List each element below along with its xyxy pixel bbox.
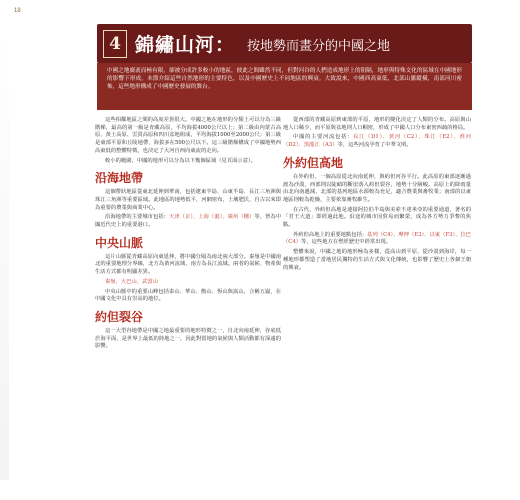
text: 等，這些河流孕育了中華文明。: [337, 142, 412, 149]
text: 中國的主要河流包括：: [293, 134, 354, 141]
paragraph: 這片山脈從青藏高原向東延伸，將中國分隔為南北兩大部分。秦嶺是中國南北的重要地理分界線，北方為黃河流域，南方為長江流域。兩者的氣候、物產與生活方式都有明顯差異。: [95, 253, 281, 276]
paragraph: 這一大型谷地帶是中國之地最重要的地形特徵之一，自北向南延伸，谷底低於海平面，是世界上最低的陸地之一，因此對當地的氣候與人類活動都有深遠的影響。: [95, 327, 281, 350]
highlight-text: 基列（C4）、摩押（E3）、以東（F3）、拉巴（C4）: [283, 231, 471, 246]
highlight-text: 天津（京）、上海（滬）、廣州（穗）: [169, 214, 255, 221]
chapter-header: [97, 24, 472, 63]
paragraph: 中央山脈中的重要山峰包括泰山、華山、衡山、恆山與嵩山，合稱五嶽，在中國文化中具有崇高的地位。: [95, 288, 281, 303]
text: 沿海地帶的主要城市包括：: [105, 214, 169, 221]
paragraph: [283, 232, 471, 247]
paragraph: 這些相鄰地區之間的高度差異很大。中國之地在地形的分類上可以分為三級階梯，最高的第一級是青藏高原，平均海拔4000公尺以上；第二級由內蒙古高原、黃土高原、雲貴高原和四川盆地組成，平均海拔1000至2000公尺；第三級是東部平原和丘陵地帶，海拔多在500公尺以下。這三級階梯構成了中國地勢西高東低的整體特徵，也決定了大河自西向東流的走向。: [95, 117, 281, 154]
paragraph: 這個帶狀地區從東北延伸到華南，包括遼東半島、山東半島、長江三角洲與珠江三角洲等重要區域。此地區的地勢低平，河網密布，土壤肥沃，自古以來即為重要的農業與商業中心。: [95, 189, 281, 211]
text: 等，皆為中國近代史上的重要港口。: [95, 214, 281, 229]
section-heading: 外約但高地: [283, 155, 344, 170]
paragraph: [283, 134, 471, 149]
paragraph: [95, 214, 281, 229]
paragraph: 秦嶺、大巴山、武當山: [105, 278, 158, 285]
text: 外約但高地上的重要地點包括：: [293, 231, 368, 238]
left-column: [95, 117, 281, 353]
side-tab: [0, 30, 9, 480]
section-heading: 約但裂谷: [95, 309, 144, 324]
highlight-text: 長江（D1）、黃河（C2）、珠江（E2）、淮河（D2）、黑龍江（A3）: [283, 134, 471, 149]
chapter-title: 錦繡山河：: [135, 34, 236, 56]
chapter-subtitle: 按地勢而畫分的中國之地: [247, 39, 391, 54]
text: 等，這些地方在聖經歷史中經常出現。: [301, 239, 392, 246]
intro-paragraph: 中國之地廣袤而極有限，卻被分成許多較小的地區，彼此之間雖然不同，但對河谷的人們造成地形上的阻隔，地形與特殊文化的區域在中國地形的影響下形成。本節介紹這些自然地形的主要特色，以及中國歷史上不同地區的興衰。大致說來，中國西高東低，北部山脈縱橫，南部河川密佈，這些地形構成了中國歷史發展的舞台。: [97, 63, 472, 110]
section-heading: 沿海地帶: [95, 171, 144, 186]
paragraph: 在外約但，一個高原從北向南延伸，與約但河谷平行。此高原的東部逐漸過渡為沙漠，西部則以陡峭的斷崖落入約但裂谷，地勢十分險峻。高原上的降雨量由北向南遞減，北部的基列地區水源較為充足，適合農業與畜牧業；南部的以東地區則較為乾燥，主要依靠畜牧維生。: [283, 173, 471, 203]
right-column: [283, 117, 471, 274]
page-number: 18: [14, 8, 21, 14]
paragraph: 在古代，外約但高地是連接阿拉伯半島與美索不達米亞的重要通道，著名的「君王大道」即經過此地。沿途的城市因貿易而繁榮，成為各方勢力爭奪的焦點。: [283, 206, 471, 229]
chapter-number: 4: [103, 30, 127, 58]
paragraph: 較小的範圍，中國的地形可以分為以下幾個區域（見頁面示意）。: [105, 157, 256, 164]
paragraph: 整體來說，中國之地的地形極為多樣，從高山到平原，從沙漠到海岸，每一種地形都塑造了當地居民獨特的生活方式與文化傳統，也影響了歷史上各個王朝的興衰。: [283, 249, 471, 271]
section-heading: 中央山脈: [95, 235, 144, 250]
paragraph: 從西部的青藏高原到東部的平原，地形的變化決定了人類的分布。高原與山地人口稀少，而平原與盆地則人口稠密，形成了中國人口分布東密西疏的格局。: [283, 117, 471, 131]
